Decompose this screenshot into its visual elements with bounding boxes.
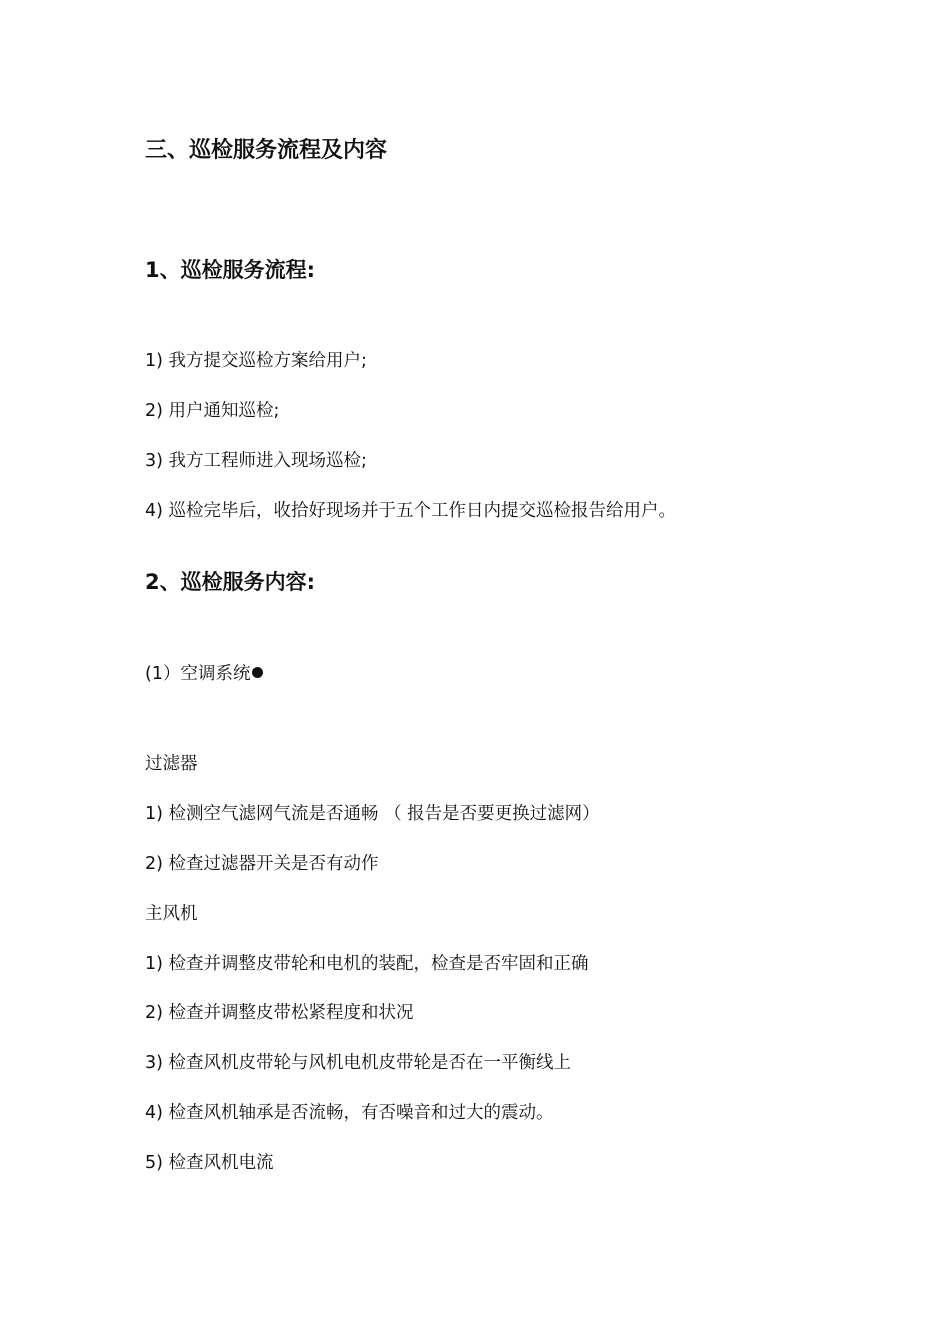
fan-title: 主风机 (145, 904, 198, 924)
process-heading: 1、巡检服务流程: (145, 258, 316, 282)
filter-title: 过滤器 (145, 754, 198, 774)
process-item-2: 2) 用户通知巡检; (145, 401, 280, 421)
aircon-system-label: (1）空调系统 (145, 664, 251, 684)
fan-item-2: 2) 检查并调整皮带松紧程度和状况 (145, 1003, 414, 1023)
fan-item-4: 4) 检查风机轴承是否流畅，有否噪音和过大的震动。 (145, 1103, 554, 1123)
process-item-3: 3) 我方工程师进入现场巡检; (145, 451, 367, 471)
fan-item-1: 1) 检查并调整皮带轮和电机的装配，检查是否牢固和正确 (145, 954, 589, 974)
filter-item-2: 2) 检查过滤器开关是否有动作 (145, 854, 379, 874)
process-item-4: 4) 巡检完毕后，收拾好现场并于五个工作日内提交巡检报告给用户。 (145, 501, 677, 521)
black-dot-icon (252, 667, 263, 678)
section-title: 三、巡检服务流程及内容 (145, 138, 388, 163)
fan-item-3: 3) 检查风机皮带轮与风机电机皮带轮是否在一平衡线上 (145, 1053, 572, 1073)
aircon-system-label-row (145, 666, 263, 684)
process-item-1: 1) 我方提交巡检方案给用户; (145, 351, 367, 371)
filter-item-1: 1) 检测空气滤网气流是否通畅 （ 报告是否要更换过滤网） (145, 804, 600, 824)
content-heading: 2、巡检服务内容: (145, 570, 316, 594)
fan-item-5: 5) 检查风机电流 (145, 1153, 274, 1173)
